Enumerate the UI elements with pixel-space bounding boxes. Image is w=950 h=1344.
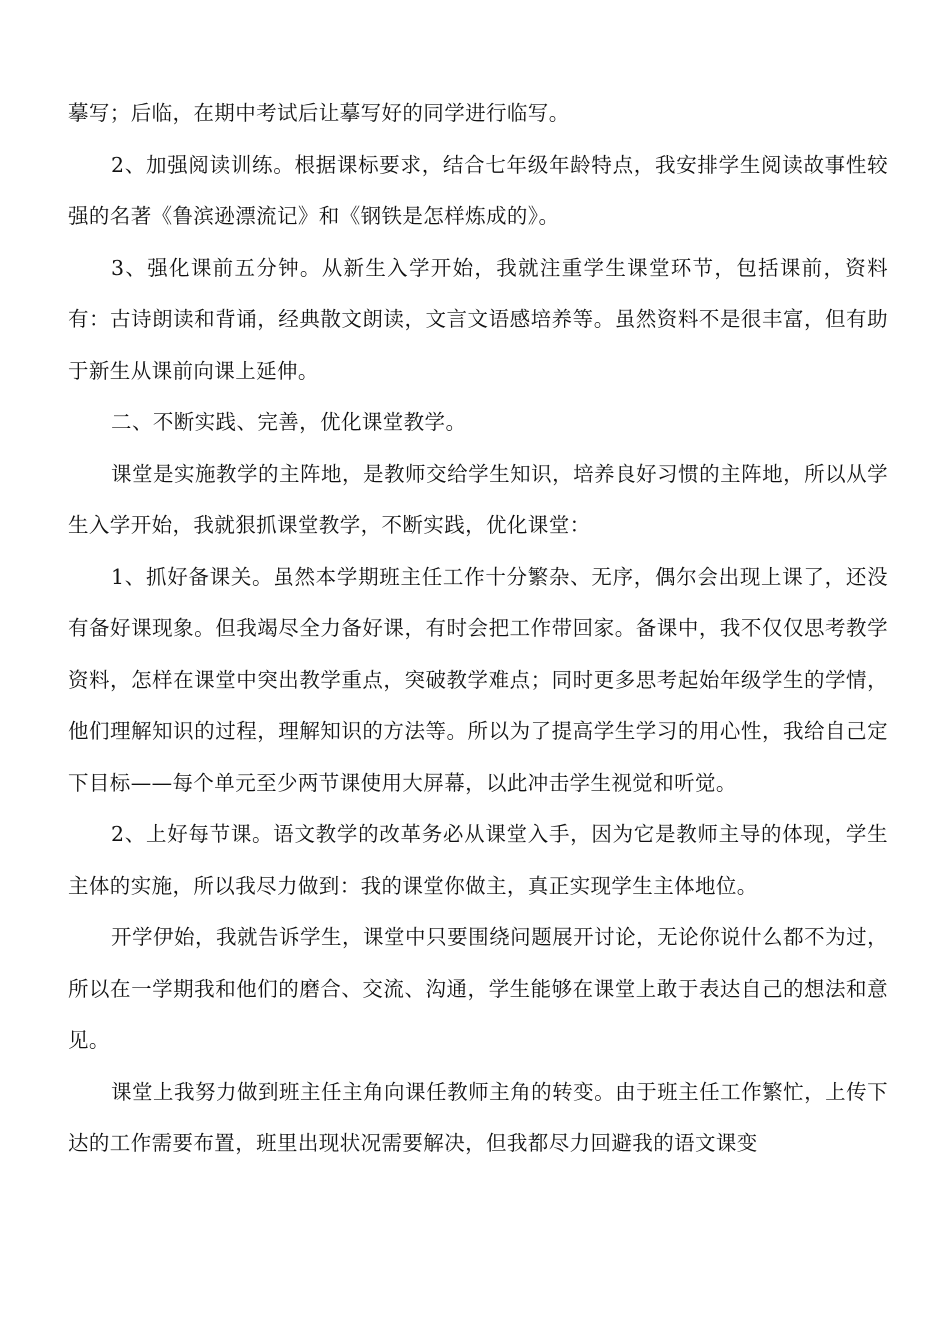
paragraph-5: 课堂是实施教学的主阵地，是教师交给学生知识，培养良好习惯的主阵地，所以从学生入学开始，我就狠抓课堂教学，不断实践，优化课堂： — [68, 461, 888, 537]
section-heading: 二、不断实践、完善，优化课堂教学。 — [111, 410, 467, 434]
paragraph-2: 2、加强阅读训练。根据课标要求，结合七年级年龄特点，我安排学生阅读故事性较强的名著《鲁滨逊漂流记》和《钢铁是怎样炼成的》。 — [68, 152, 888, 228]
paragraph-3: 3、强化课前五分钟。从新生入学开始，我就注重学生课堂环节，包括课前，资料有：古诗朗读和背诵，经典散文朗读，文言文语感培养等。虽然资料不是很丰富，但有助于新生从课前向课上延伸。 — [68, 255, 888, 383]
paragraph-1: 摹写；后临，在期中考试后让摹写好的同学进行临写。 — [68, 101, 570, 125]
paragraph-7: 2、上好每节课。语文教学的改革务必从课堂入手，因为它是教师主导的体现，学生主体的实施，所以我尽力做到：我的课堂你做主，真正实现学生主体地位。 — [68, 822, 888, 898]
paragraph-8: 开学伊始，我就告诉学生，课堂中只要围绕问题展开讨论，无论你说什么都不为过，所以在一学期我和他们的磨合、交流、沟通，学生能够在课堂上敢于表达自己的想法和意见。 — [68, 925, 888, 1052]
document-body — [68, 88, 888, 1170]
paragraph-9: 课堂上我努力做到班主任主角向课任教师主角的转变。由于班主任工作繁忙，上传下达的工作需要布置，班里出现状况需要解决，但我都尽力回避我的语文课变 — [68, 1079, 888, 1155]
paragraph-6: 1、抓好备课关。虽然本学期班主任工作十分繁杂、无序，偶尔会出现上课了，还没有备好课现象。但我竭尽全力备好课，有时会把工作带回家。备课中，我不仅仅思考教学资料，怎样在课堂中突出教学重点，突破教学难点；同时更多思考起始年级学生的学情，他们理解知识的过程，理解知识的方法等。所以为了提高学生学习的用心性，我给自己定下目标——每个单元至少两节课使用大屏幕，以此冲击学生视觉和听觉。 — [68, 564, 888, 795]
